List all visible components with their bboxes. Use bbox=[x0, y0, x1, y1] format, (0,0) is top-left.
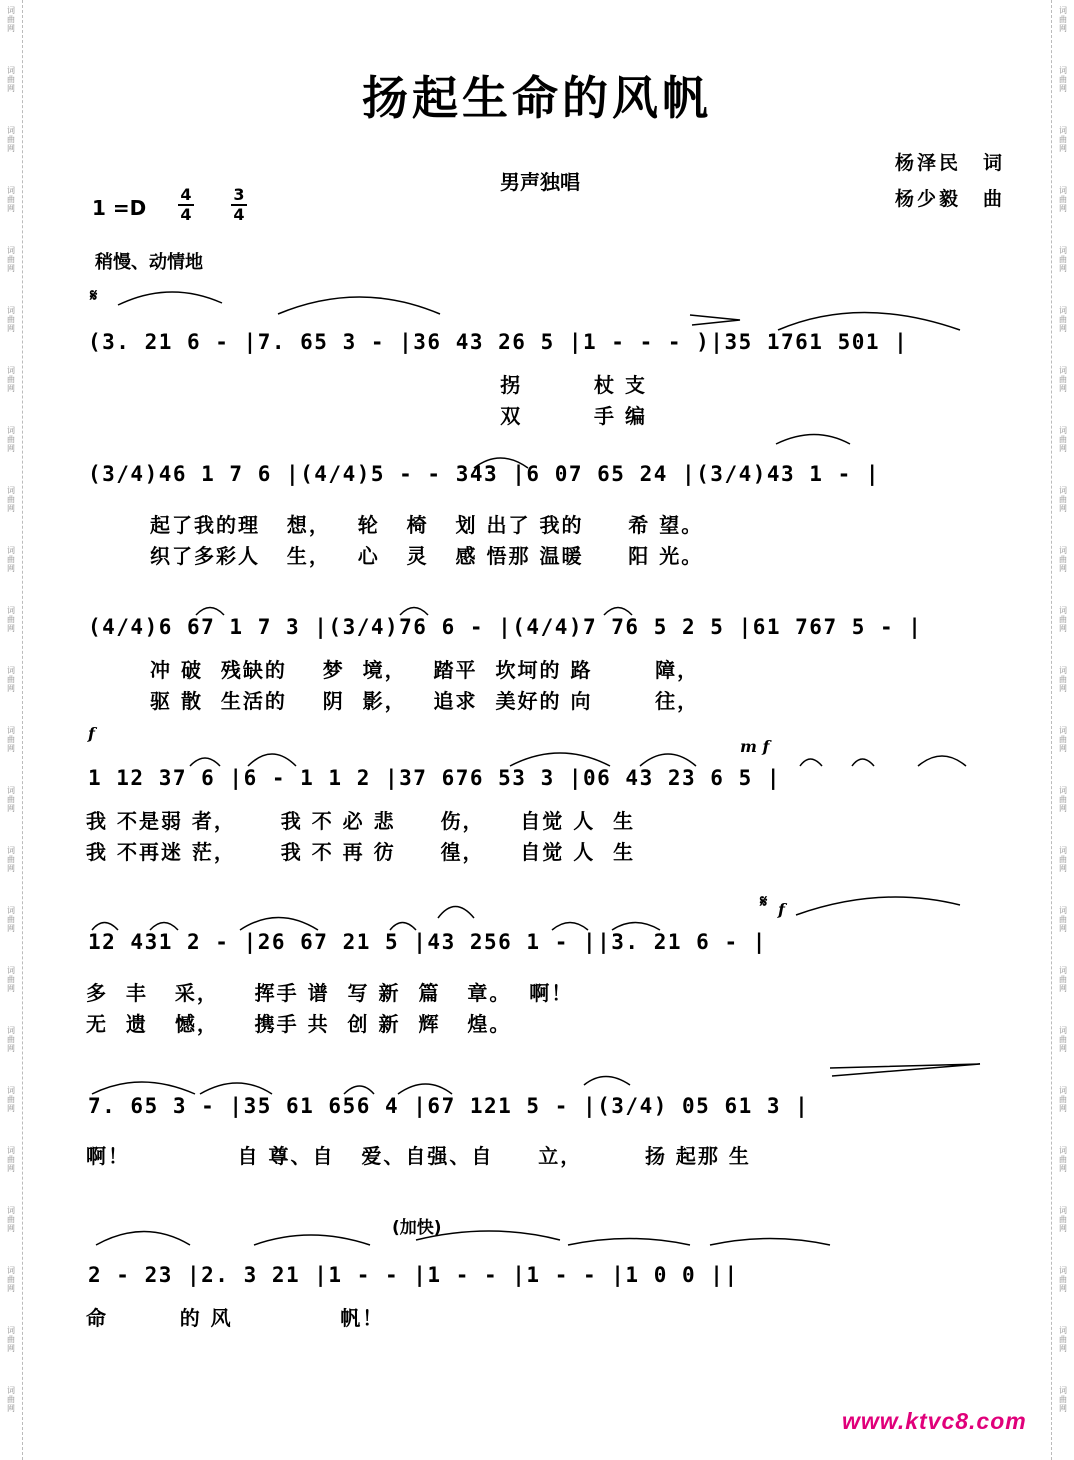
lyrics-line-1-verse-2: 双 手 编 bbox=[88, 404, 647, 428]
watermark-text: 词 曲 网 bbox=[1059, 186, 1067, 213]
ts1-numerator: 4 bbox=[180, 185, 192, 204]
watermark-text: 词 曲 网 bbox=[7, 1206, 15, 1233]
lyrics-line-5-verse-1: 多 丰 采， 挥手 谱 写 新 篇 章。 啊！ bbox=[86, 981, 574, 1005]
watermark-text: 词 曲 网 bbox=[1059, 1386, 1067, 1413]
watermark-text: 词 曲 网 bbox=[1059, 1026, 1067, 1053]
key-signature: 1 =D bbox=[92, 196, 147, 220]
notation-line-2: (3/4)46 1 7 6 |(4/4)5 - - 343 |6 07 65 24 |(3/4)43 1 - | bbox=[88, 462, 881, 486]
watermark-text: 词 曲 网 bbox=[7, 726, 15, 753]
ts2-numerator: 3 bbox=[233, 185, 245, 204]
lyrics-line-5-verse-2: 无 遗 憾， 携手 共 创 新 辉 煌。 bbox=[86, 1012, 512, 1036]
watermark-text: 词 曲 网 bbox=[7, 1026, 15, 1053]
lyrics-line-2-verse-1: 起了我的理 想， 轮 椅 划 出了 我的 希 望。 bbox=[150, 513, 704, 537]
watermark-text: 词 曲 网 bbox=[1059, 1086, 1067, 1113]
watermark-text: 词 曲 网 bbox=[7, 546, 15, 573]
watermark-text: 词 曲 网 bbox=[7, 786, 15, 813]
composer-credit: 杨少毅 曲 bbox=[895, 188, 1006, 210]
notation-line-1: (3. 21 6 - |7. 65 3 - |36 43 26 5 |1 - - - )|35 1761 501 | bbox=[88, 330, 909, 354]
watermark-text: 词 曲 网 bbox=[7, 6, 15, 33]
lyrics-line-3-verse-2: 驱 散 生活的 阴 影， 追求 美好的 向 往， bbox=[150, 689, 700, 713]
watermark-text: 词 曲 网 bbox=[1059, 6, 1067, 33]
watermark-text: 词 曲 网 bbox=[1059, 366, 1067, 393]
accelerando-mark: (加快) bbox=[392, 1218, 442, 1238]
notation-line-3: (4/4)6 67 1 7 3 |(3/4)76 6 - |(4/4)7 76 5 2 5 |61 767 5 - | bbox=[88, 615, 923, 639]
watermark-text: 词 曲 网 bbox=[7, 246, 15, 273]
watermark-text: 词 曲 网 bbox=[7, 606, 15, 633]
watermark-text: 词 曲 网 bbox=[1059, 426, 1067, 453]
segno-mark-2: 𝄋 bbox=[760, 892, 768, 912]
watermark-text: 词 曲 网 bbox=[1059, 906, 1067, 933]
lyrics-line-7: 命 的 风 帆！ bbox=[86, 1306, 385, 1330]
watermark-text: 词 曲 网 bbox=[1059, 1326, 1067, 1353]
watermark-text: 词 曲 网 bbox=[7, 186, 15, 213]
notation-line-6: 7. 65 3 - |35 61 656 4 |67 121 5 - |(3/4) 05 61 3 | bbox=[88, 1094, 810, 1118]
watermark-text: 词 曲 网 bbox=[7, 426, 15, 453]
dynamic-forte: f bbox=[88, 724, 95, 743]
watermark-text: 词 曲 网 bbox=[7, 966, 15, 993]
ts1-denominator: 4 bbox=[180, 205, 192, 224]
watermark-text: 词 曲 网 bbox=[7, 126, 15, 153]
lyrics-line-6: 啊！ 自 尊、自 爱、自强、自 立， 扬 起那 生 bbox=[86, 1144, 751, 1168]
watermark-text: 词 曲 网 bbox=[7, 1266, 15, 1293]
watermark-text: 词 曲 网 bbox=[1059, 126, 1067, 153]
dynamic-mezzo-forte: m f bbox=[740, 737, 770, 756]
lyrics-line-3-verse-1: 冲 破 残缺的 梦 境， 踏平 坎坷的 路 障， bbox=[150, 658, 700, 682]
watermark-text: 词 曲 网 bbox=[1059, 66, 1067, 93]
watermark-text: 词 曲 网 bbox=[7, 66, 15, 93]
notation-line-5: 12 431 2 - |26 67 21 5 |43 256 1 - ||3. 21 6 - | bbox=[88, 930, 767, 954]
lyrics-line-2-verse-2: 织了多彩人 生， 心 灵 感 悟那 温暖 阳 光。 bbox=[150, 544, 704, 568]
watermark-text: 词 曲 网 bbox=[1059, 846, 1067, 873]
watermark-text: 词 曲 网 bbox=[7, 666, 15, 693]
lyricist-credit: 杨泽民 词 bbox=[895, 152, 1006, 174]
watermark-text: 词 曲 网 bbox=[1059, 1146, 1067, 1173]
watermark-text: 词 曲 网 bbox=[1059, 546, 1067, 573]
watermark-text: 词 曲 网 bbox=[1059, 966, 1067, 993]
watermark-text: 词 曲 网 bbox=[1059, 1266, 1067, 1293]
watermark-text: 词 曲 网 bbox=[7, 906, 15, 933]
lyrics-line-4-verse-2: 我 不再迷 茫， 我 不 再 彷 徨， 自觉 人 生 bbox=[86, 840, 636, 864]
lyrics-line-1-verse-1: 拐 杖 支 bbox=[88, 373, 647, 397]
watermark-text: 词 曲 网 bbox=[7, 486, 15, 513]
lyrics-line-4-verse-1: 我 不是弱 者， 我 不 必 悲 伤， 自觉 人 生 bbox=[86, 809, 636, 833]
watermark-text: 词 曲 网 bbox=[1059, 246, 1067, 273]
watermark-text: 词 曲 网 bbox=[7, 366, 15, 393]
watermark-text: 词 曲 网 bbox=[1059, 606, 1067, 633]
watermark-text: 词 曲 网 bbox=[7, 306, 15, 333]
watermark-text: 词 曲 网 bbox=[1059, 486, 1067, 513]
watermark-text: 词 曲 网 bbox=[1059, 666, 1067, 693]
watermark-text: 词 曲 网 bbox=[7, 1086, 15, 1113]
song-title: 扬起生命的风帆 bbox=[362, 71, 712, 125]
dynamic-forte-2: f bbox=[778, 900, 785, 919]
notation-line-4: 1 12 37 6 |6 - 1 1 2 |37 676 53 3 |06 43 23 6 5 | bbox=[88, 766, 782, 790]
segno-mark-1: 𝄋 bbox=[90, 286, 98, 306]
watermark-text: 词 曲 网 bbox=[7, 846, 15, 873]
watermark-text: 词 曲 网 bbox=[7, 1326, 15, 1353]
site-url-link[interactable]: www.ktvc8.com bbox=[842, 1408, 1027, 1434]
song-subtitle: 男声独唱 bbox=[500, 170, 580, 194]
ts2-denominator: 4 bbox=[233, 205, 245, 224]
watermark-text: 词 曲 网 bbox=[1059, 1206, 1067, 1233]
watermark-text: 词 曲 网 bbox=[1059, 306, 1067, 333]
notation-line-7: 2 - 23 |2. 3 21 |1 - - |1 - - |1 - - |1 0 0 || bbox=[88, 1263, 739, 1287]
watermark-text: 词 曲 网 bbox=[7, 1386, 15, 1413]
watermark-text: 词 曲 网 bbox=[1059, 786, 1067, 813]
watermark-text: 词 曲 网 bbox=[7, 1146, 15, 1173]
tempo-marking: 稍慢、动情地 bbox=[95, 252, 203, 273]
watermark-text: 词 曲 网 bbox=[1059, 726, 1067, 753]
